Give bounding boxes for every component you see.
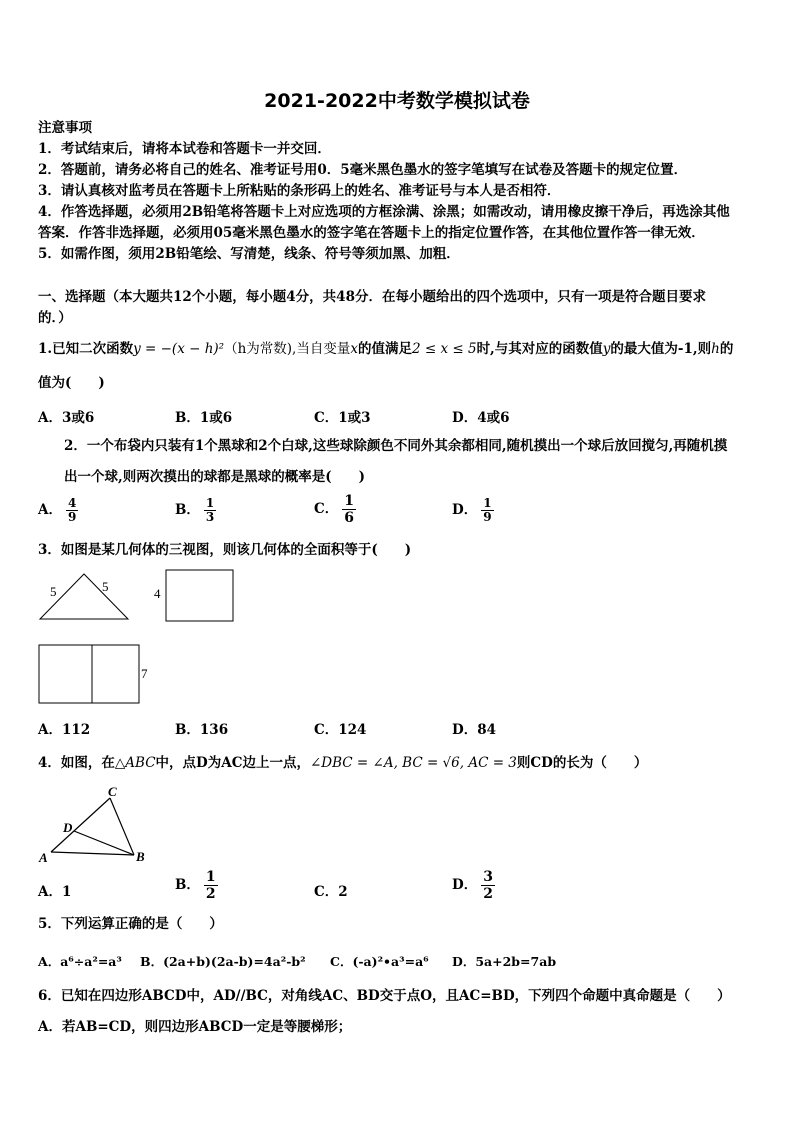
- notice-item: 2．答题前，请务必将自己的姓名、准考证号用0．5毫米黑色墨水的签字笔填写在试卷及答题卡的规定位置．: [38, 162, 688, 178]
- point-d: D: [63, 820, 73, 835]
- option-b: B．136: [175, 722, 229, 738]
- option-d: D． $\frac{1}{9}$: [452, 496, 492, 524]
- option-d: D．4或6: [452, 410, 510, 426]
- notice-item: 1．考试结束后，请将本试卷和答题卡一并交回．: [38, 141, 331, 157]
- option-b: B． $\frac{1}{2}$: [175, 869, 216, 902]
- label-side-left: 5: [50, 584, 57, 599]
- option-a: A．3或6: [38, 410, 95, 426]
- point-b: B: [136, 849, 145, 864]
- label-height: 4: [154, 586, 161, 601]
- option-a: A． $\frac{4}{9}$: [38, 496, 77, 524]
- section-heading-cont: 的．）: [38, 310, 72, 326]
- option-b: B．(2a+b)(2a-b)=4a²-b²: [140, 954, 306, 969]
- question-1-cont: 值为( ): [38, 375, 105, 391]
- option-a: A．1: [38, 884, 72, 900]
- question-1: 1.已知二次函数y = −(x − h)²（h为常数),当自变量x的值满足2 ≤ x ≤ 5时,与其对应的函数值y的最大值为-1,则h的: [38, 341, 734, 357]
- option-d: D．5a+2b=7ab: [452, 954, 557, 969]
- option-c: C．2: [314, 884, 348, 900]
- label-side-right: 5: [102, 579, 109, 594]
- option-b: B．1或6: [175, 410, 233, 426]
- notice-item: 3．请认真核对监考员在答题卡上所粘贴的条形码上的姓名、准考证号与本人是否相符．: [38, 183, 561, 199]
- section-heading: 一、选择题（本大题共12个小题，每小题4分，共48分．在每小题给出的四个选项中，只有一项是符合题目要求: [38, 289, 706, 305]
- question-6: 6．已知在四边形ABCD中，AD//BC，对角线AC、BD交于点O，且AC=BD，下列四个命题中真命题是（ ）: [38, 988, 731, 1004]
- question-4: 4．如图，在△ABC中，点D为AC边上一点，∠DBC = ∠A, BC = √6, AC = 3则CD的长为（ ）: [38, 755, 648, 771]
- option-c: C．1或3: [314, 410, 371, 426]
- question-2-cont: 出一个球,则两次摸出的球都是黑球的概率是( ): [64, 469, 365, 485]
- side-ac: [51, 798, 110, 852]
- label-length: 7: [141, 666, 148, 681]
- option-a: A．a⁶÷a²=a³: [38, 954, 122, 969]
- question-3: 3．如图是某几何体的三视图，则该几何体的全面积等于( ): [38, 542, 412, 558]
- side-ab: [51, 852, 134, 855]
- option-b: B． $\frac{1}{3}$: [175, 496, 215, 524]
- point-c: C: [108, 784, 117, 799]
- notice-heading: 注意事项: [38, 120, 92, 136]
- notice-item: 4．作答选择题，必须用2B铅笔将答题卡上对应选项的方框涂满、涂黑；如需改动，请用橡皮擦干净后，再选涂其他: [38, 204, 730, 220]
- notice-item: 5．如需作图，须用2B铅笔绘、写清楚，线条、符号等须加黑、加粗．: [38, 246, 460, 262]
- point-a: A: [39, 850, 48, 865]
- option-d: D．84: [452, 722, 496, 738]
- option-a: A．112: [38, 722, 91, 738]
- option-c: C． $\frac{1}{6}$: [314, 493, 354, 526]
- exam-title: 2021-2022中考数学模拟试卷: [264, 90, 530, 112]
- question-2: 2．一个布袋内只装有1个黑球和2个白球,这些球除颜色不同外其余都相同,随机摸出一个球后放回搅匀,再随机摸: [64, 438, 728, 454]
- option-c: C．124: [314, 722, 367, 738]
- notice-item: 答案．作答非选择题，必须用05毫米黑色墨水的签字笔在答题卡上的指定位置作答，在其他位置作答一律无效．: [38, 225, 705, 241]
- question-5: 5．下列运算正确的是（ ）: [38, 916, 223, 932]
- option-a: A．若AB=CD，则四边形ABCD一定是等腰梯形；: [38, 1019, 352, 1035]
- option-c: C．(-a)²•a³=a⁶: [330, 954, 429, 969]
- option-d: D． $\frac{3}{2}$: [452, 869, 493, 902]
